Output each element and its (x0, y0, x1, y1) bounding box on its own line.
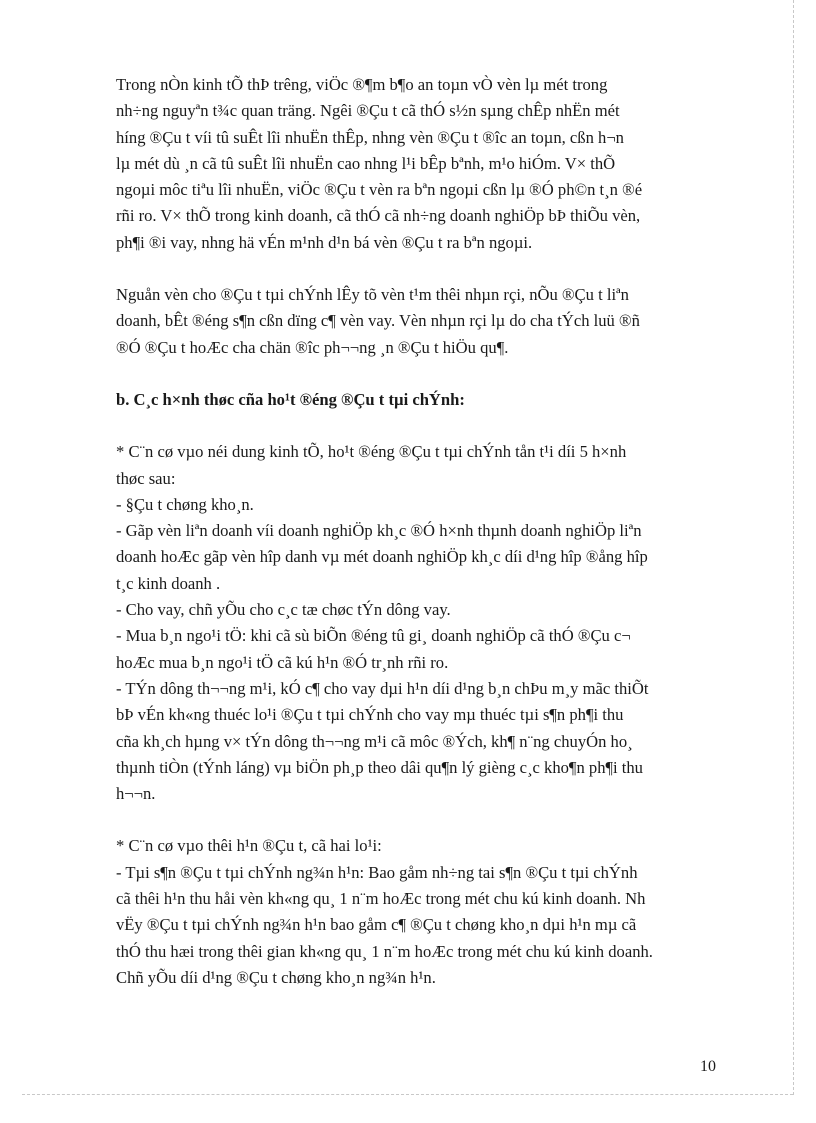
section-intro (116, 833, 739, 859)
section-intro (116, 439, 739, 492)
list-item (116, 597, 739, 623)
text-line: - Tµi s¶n ®Çu t tµi chÝnh ng¾n h¹n: Bao gåm nh÷ng tai s¶n ®Çu t tµi chÝnh (116, 862, 638, 882)
text-line: doanh, bÊt ®éng s¶n cßn dïng c¶ vèn vay. Vèn nhµn rçi lµ do cha tÝch luü ®ñ (116, 311, 640, 331)
text-line: thÓ thu hæi trong thêi gian kh«ng qu¸ 1 n¨m hoÆc trong mét chu kú kinh doanh. (116, 941, 653, 961)
text-line: - §Çu t chøng kho¸n. (116, 494, 254, 514)
text-line: Chñ yÕu díi d¹ng ®Çu t chøng kho¸n ng¾n h¹n. (116, 967, 436, 987)
text-line: lµ mét dù ¸n cã tû suÊt lîi nhuËn cao nhng l¹i bÊp bªnh, m¹o hiÓm. V× thÕ (116, 153, 616, 173)
page-edge-right (793, 0, 794, 1095)
text-line: híng ®Çu t víi tû suÊt lîi nhuËn thÊp, nhng vèn ®Çu t ®îc an toµn, cßn h¬n (116, 127, 624, 147)
text-line: rñi ro. V× thÕ trong kinh doanh, cã thÓ cã nh÷ng doanh nghiÖp bÞ thiÕu vèn, (116, 206, 641, 226)
paragraph (116, 860, 739, 991)
page-edge-bottom (22, 1094, 793, 1095)
text-line: bÞ vÉn kh«ng thuéc lo¹i ®Çu t tµi chÝnh cho vay mµ thuéc tµi s¶n ph¶i thu (116, 705, 624, 725)
heading-text: b. C¸c h×nh thøc cña ho¹t ®éng ®Çu t tµi chÝnh: (116, 389, 465, 409)
text-line: ph¶i ®i vay, nhng hä vÉn m¹nh d¹n bá vèn ®Çu t ra bªn ngoµi. (116, 232, 533, 252)
text-line: cã thêi h¹n thu håi vèn kh«ng qu¸ 1 n¨m hoÆc trong mét chu kú kinh doanh. Nh (116, 889, 646, 909)
paragraph (116, 72, 739, 256)
text-line: - TÝn dông th¬¬ng m¹i, kÓ c¶ cho vay dµi h¹n díi d¹ng b¸n chÞu m¸y mãc thiÕt (116, 678, 649, 698)
text-line: vËy ®Çu t tµi chÝnh ng¾n h¹n bao gåm c¶ ®Çu t chøng kho¸n dµi h¹n mµ cã (116, 915, 637, 935)
text-line: hoÆc mua b¸n ngo¹i tÖ cã kú h¹n ®Ó tr¸nh rñi ro. (116, 652, 449, 672)
text-line: Trong nÒn kinh tÕ thÞ trêng, viÖc ®¶m b¶o an toµn vÒ vèn lµ mét trong (116, 75, 608, 94)
paragraph (116, 282, 739, 361)
text-line: cña kh¸ch hµng v× tÝn dông th¬¬ng m¹i cã môc ®Ých, kh¶ n¨ng chuyÓn ho¸ (116, 731, 633, 751)
text-line: nh÷ng nguyªn t¾c quan träng. Ngêi ®Çu t cã thÓ s½n sµng chÊp nhËn mét (116, 101, 620, 121)
section-heading (116, 387, 739, 413)
page-number: 10 (700, 1058, 716, 1075)
text-line: thµnh tiÒn (tÝnh láng) vµ biÖn ph¸p theo dâi qu¶n lý gièng c¸c kho¶n ph¶i thu (116, 757, 643, 777)
text-line: h¬¬n. (116, 784, 156, 804)
text-line: doanh hoÆc gãp vèn hîp danh vµ mét doanh nghiÖp kh¸c díi d¹ng hîp ®ång hîp (116, 547, 648, 567)
text-line: ngoµi môc tiªu lîi nhuËn, viÖc ®Çu t vèn ra bªn ngoµi cßn lµ ®Ó ph©n t¸n ®é (116, 180, 643, 200)
text-line: - Cho vay, chñ yÕu cho c¸c tæ chøc tÝn dông vay. (116, 600, 451, 620)
list-item (116, 518, 739, 597)
list-item (116, 623, 739, 676)
text-line: * C¨n cø vµo néi dung kinh tÕ, ho¹t ®éng ®Çu t tµi chÝnh tån t¹i díi 5 h×nh (116, 442, 627, 462)
text-line: ®Ó ®Çu t hoÆc cha chän ®îc ph¬¬ng ¸n ®Çu t hiÖu qu¶. (116, 337, 509, 357)
text-line: t¸c kinh doanh . (116, 573, 221, 593)
text-line: Nguån vèn cho ®Çu t tµi chÝnh lÊy tõ vèn t¹m thêi nhµn rçi, nÕu ®Çu t liªn (116, 285, 629, 305)
text-line: * C¨n cø vµo thêi h¹n ®Çu t, cã hai lo¹i: (116, 836, 382, 856)
document-body (116, 72, 739, 991)
text-line: thøc sau: (116, 468, 176, 488)
list-item (116, 492, 739, 518)
list-item (116, 676, 739, 807)
text-line: - Mua b¸n ngo¹i tÖ: khi cã sù biÕn ®éng tû gi¸ doanh nghiÖp cã thÓ ®Çu c¬ (116, 626, 631, 646)
text-line: - Gãp vèn liªn doanh víi doanh nghiÖp kh¸c ®Ó h×nh thµnh doanh nghiÖp liªn (116, 521, 642, 541)
